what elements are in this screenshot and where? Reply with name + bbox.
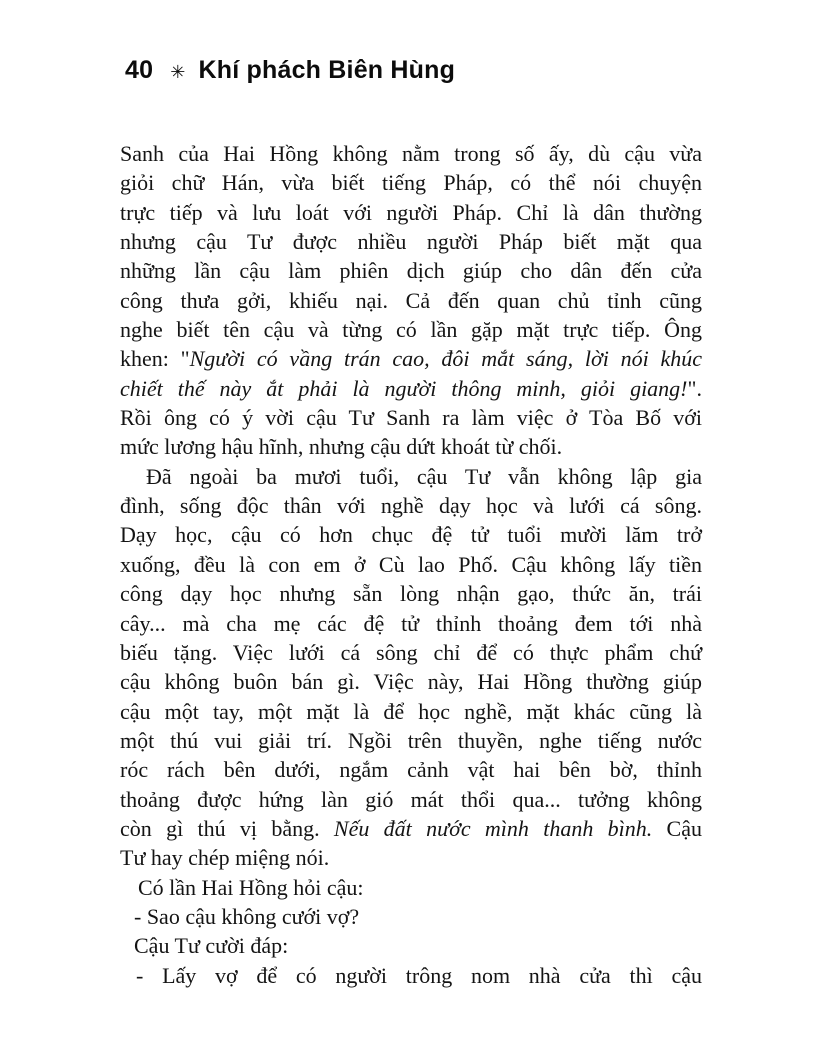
body-line [120,667,702,696]
body-line [120,315,702,344]
body-line [120,198,702,227]
body-line [120,139,702,168]
body-line [120,902,702,931]
page-body [120,139,702,990]
book-title: Khí phách Biên Hùng [198,56,456,84]
body-line [120,814,702,843]
text-run: cây... mà cha mẹ các đệ tử thỉnh thoảng đem tới nhà [120,610,702,636]
text-run: Sanh của Hai Hồng không nằm trong số ấy, dù cậu vừa [120,141,702,166]
text-run: cậu một tay, một mặt là để học nghề, mặt khác cũng là [120,698,702,724]
body-line [120,697,702,726]
paragraph [120,961,702,990]
italic-text-run: Nếu đất nước mình thanh bình. [333,815,653,841]
body-line [120,550,702,579]
body-line [120,726,702,755]
body-line [120,873,702,902]
body-line [120,785,702,814]
text-run: công thưa gởi, khiếu nại. Cả đến quan chủ tỉnh cũng [120,287,702,313]
text-run: mức lương hậu hĩnh, nhưng cậu dứt khoát từ chối. [120,434,563,460]
text-run: Dạy học, cậu có hơn chục đệ tử tuổi mười lăm trở [120,522,702,548]
body-line [120,579,702,608]
text-run: róc rách bên dưới, ngắm cảnh vật hai bên bờ, thỉnh [120,757,702,783]
text-run: những lần cậu làm phiên dịch giúp cho dân đến cửa [120,258,702,284]
body-line [120,843,702,872]
text-run: khen: " [120,346,190,372]
italic-text-run: chiết thế này ắt phải là người thông minh, giỏi giang! [120,375,688,401]
paragraph [120,902,702,931]
text-run: Có lần Hai Hồng hỏi cậu: [138,874,364,900]
text-run: Cậu [652,815,702,841]
text-run: xuống, đều là con em ở Cù lao Phố. Cậu không lấy tiền [120,551,702,577]
paragraph [120,139,702,462]
body-line [120,227,702,256]
text-run: ". [687,375,702,401]
text-run: - Lấy vợ để có người trông nom nhà cửa thì cậu [136,962,702,988]
text-run: giỏi chữ Hán, vừa biết tiếng Pháp, có thể nói chuyện [120,170,702,196]
body-line [120,286,702,315]
body-line [120,931,702,960]
text-run: nghe biết tên cậu và từng có lần gặp mặt trực tiếp. Ông [120,317,702,343]
text-run: cậu không buôn bán gì. Việc này, Hai Hồng thường giúp [120,669,702,695]
body-line [120,432,702,461]
italic-text-run: Người có vầng trán cao, đôi mắt sáng, lời nói khúc [189,346,702,372]
paragraph [120,931,702,960]
text-run: biếu tặng. Việc lưới cá sông chỉ để có thực phẩm chứ [120,639,702,665]
body-line [120,403,702,432]
text-run: Đã ngoài ba mươi tuổi, cậu Tư vẫn không lập gia [146,463,702,489]
paragraph [120,462,702,873]
text-run: trực tiếp và lưu loát với người Pháp. Chỉ là dân thường [120,199,702,225]
text-run: còn gì thú vị bằng. [120,815,334,841]
body-line [120,520,702,549]
body-line [120,256,702,285]
text-run: Rồi ông có ý vời cậu Tư Sanh ra làm việc ở Tòa Bố với [120,405,702,431]
text-run: Cậu Tư cười đáp: [134,933,289,959]
body-line [120,462,702,491]
body-line [120,344,702,373]
body-line [120,491,702,520]
body-line [120,374,702,403]
page-number: 40 [125,56,154,84]
text-run: đình, sống độc thân với nghề dạy học và lưới cá sông. [120,493,702,519]
text-run: thoảng được hứng làn gió mát thổi qua... tưởng không [120,786,702,812]
text-run: nhưng cậu Tư được nhiều người Pháp biết mặt qua [120,229,702,255]
body-line [120,961,702,990]
body-line [120,755,702,784]
body-line [120,168,702,197]
body-line [120,609,702,638]
text-run: công dạy học nhưng sẵn lòng nhận gạo, thức ăn, trái [120,581,702,607]
page-header [125,56,455,85]
text-run: Tư hay chép miệng nói. [120,845,330,871]
body-line [120,638,702,667]
asterisk-icon: ✳ [170,62,186,82]
text-run: một thú vui giải trí. Ngồi trên thuyền, nghe tiếng nước [120,727,702,753]
paragraph [120,873,702,902]
text-run: - Sao cậu không cưới vợ? [134,903,360,929]
